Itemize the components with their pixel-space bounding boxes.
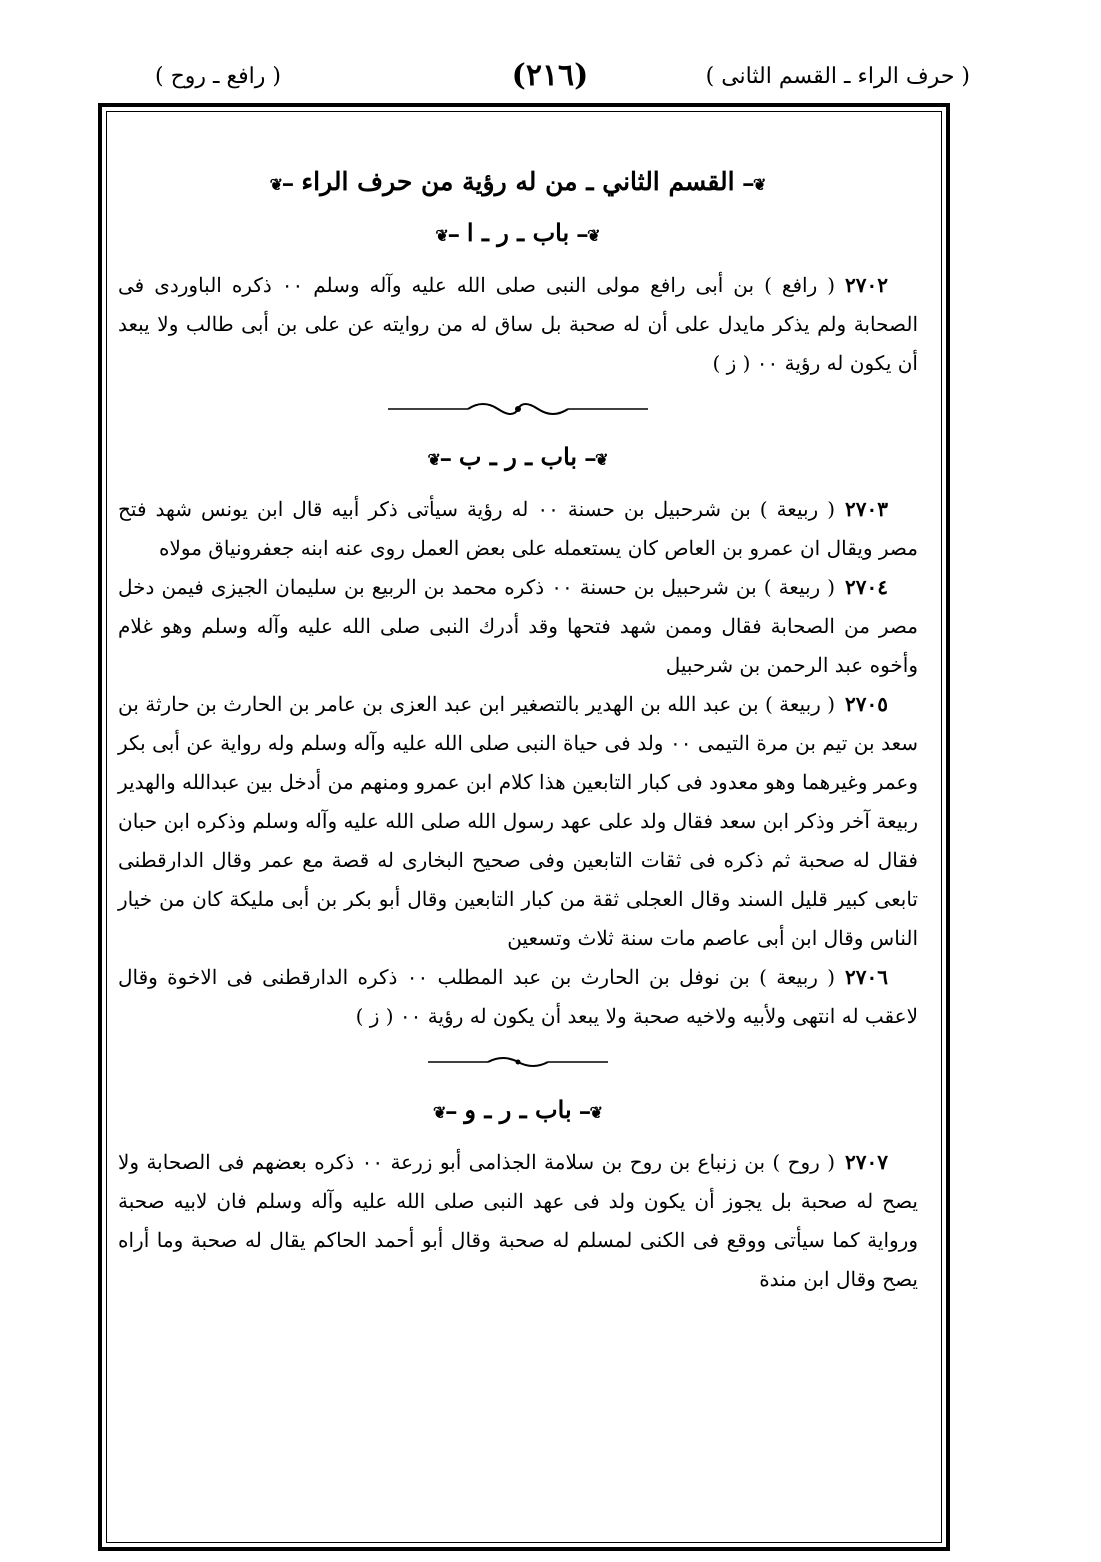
bab-heading-text: باب ـ ر ـ و [464,1095,572,1124]
ornament-icon: ❦━ [585,450,609,469]
header-entry-range: ( رافع ـ روح ) [155,64,281,89]
entry-text: ( رافع ) بن أبى رافع مولى النبى صلى الله عليه وآله وسلم ٠٠ ذكره الباوردى فى الصحابة ولم يذكر مايدل على أن له صحبة بل ساق له من روايته عن على بن أبى طالب ولا يبعد أن يكون له رؤية ٠٠ ( ز ) [118,273,918,375]
entry-text: ( ربيعة ) بن عبد الله بن الهدير بالتصغير ابن عبد العزى بن عامر بن الحارث بن حارثة بن سعد بن تيم بن مرة التيمى ٠٠ ولد فى حياة النبى صلى الله عليه وآله وسلم وله رواية عن أبى بكر وعمر وغيرهما وهو معدود فى كبار التابعين هذا كلام ابن عمرو ومنهم من أدخل بين عبدالله والهدير ربيعة آخر وذكر ابن سعد فقال ولد على عهد رسول الله صلى الله عليه وآله وسلم وذكره ابن حبان فقال له صحبة ثم ذكره فى ثقات التابعين وفى صحيح البخارى له قصة مع عمر وقال الدارقطنى تابعى كبير قليل السند وقال العجلى ثقة من كبار التابعين وقال أبو بكر بن أبى مليكة كان من خيار الناس وقال ابن أبى عاصم مات سنة ثلاث وتسعين [118,692,918,950]
entry-2703 [118,490,918,568]
entry-2704 [118,568,918,685]
page-body [118,160,918,1299]
ornament-icon: ❦━ [743,175,767,194]
ornamental-divider [118,1046,918,1080]
bab-heading-text: باب ـ ر ـ ا [466,218,570,247]
section-title-text: القسم الثاني ـ من له رؤية من حرف الراء [301,167,735,196]
entry-number: ٢٧٠٤ [845,575,889,599]
page-number: (٢١٦) [511,58,589,93]
entry-text: ( ربيعة ) بن شرحبيل بن حسنة ٠٠ ذكره محمد بن الربيع بن سليمان الجيزى فيمن دخل مصر من الصحابة فقال وممن شهد فتحها وقد أدرك النبى صلى الله عليه وآله وسلم وهو غلام وأخوه عبد الرحمن بن شرحبيل [118,575,918,677]
divider-ornament-icon [428,1052,608,1072]
page-header [130,60,970,102]
ornament-icon: ━❦ [269,175,293,194]
divider-ornament-icon [388,399,648,419]
entry-text: ( روح ) بن زنباع بن روح بن سلامة الجذامى أبو زرعة ٠٠ ذكره بعضهم فى الصحابة ولا يصح له صحبة بل يجوز أن يكون ولد فى عهد النبى صلى الله عليه وآله وسلم فان لابيه صحبة ورواية كما سيأتى ووقع فى الكنى لمسلم له صحبة وقال أبو أحمد الحاكم يقال له صحبة وما أراه يصح وقال ابن مندة [118,1150,918,1291]
entry-number: ٢٧٠٧ [845,1150,888,1174]
ornament-icon: ━❦ [435,226,459,245]
entry-number: ٢٧٠٢ [845,273,888,297]
entry-2705 [118,685,918,958]
entry-text: ( ربيعة ) بن نوفل بن الحارث بن عبد المطلب ٠٠ ذكره الدارقطنى فى الاخوة وقال لاعقب له انتهى ولأبيه ولاخيه صحبة ولا يبعد أن يكون له رؤية ٠٠ ( ز ) [118,965,918,1028]
header-section-label: ( حرف الراء ـ القسم الثانى ) [705,64,970,89]
entry-number: ٢٧٠٣ [845,497,888,521]
entry-number: ٢٧٠٥ [845,692,888,716]
bab-heading-text: باب ـ ر ـ ب [458,442,578,471]
entry-number: ٢٧٠٦ [845,965,888,989]
ornament-icon: ❦━ [577,226,601,245]
bab-heading-1 [118,213,918,256]
ornament-icon: ━❦ [432,1103,457,1122]
entry-2706 [118,958,918,1036]
entry-2707 [118,1143,918,1299]
entry-2702 [118,266,918,383]
entry-text: ( ربيعة ) بن شرحبيل بن حسنة ٠٠ له رؤية سيأتى ذكر أبيه قال ابن يونس شهد فتح مصر ويقال ان عمرو بن العاص كان يستعمله على بعض العمل روى عنه ابنه جعفرونياق مولاه [118,497,918,560]
bab-heading-2 [118,437,918,480]
ornament-icon: ❦━ [579,1103,604,1122]
ornament-icon: ━❦ [427,450,451,469]
section-title [118,160,918,207]
ornamental-divider [118,393,918,427]
bab-heading-3 [118,1090,918,1133]
